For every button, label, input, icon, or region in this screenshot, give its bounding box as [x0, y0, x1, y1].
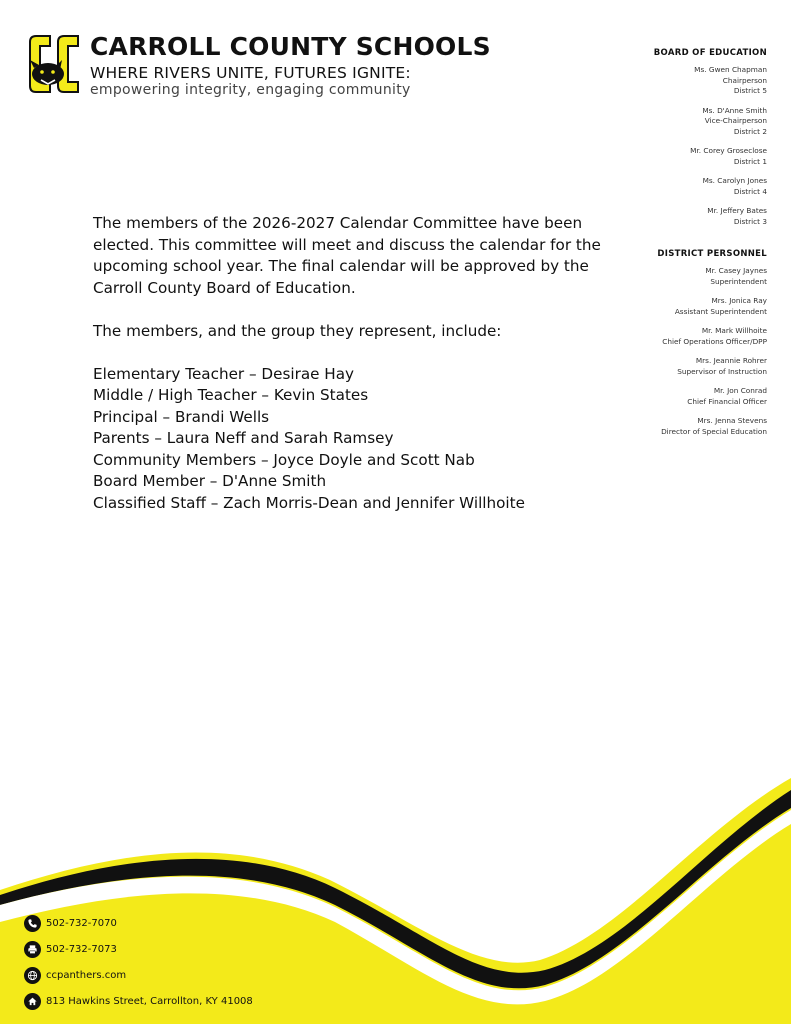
personnel-member — [617, 386, 767, 407]
member-role: Vice-Chairperson — [704, 116, 767, 125]
list-item: Middle / High Teacher – Kevin States — [93, 386, 369, 404]
board-member — [617, 106, 767, 138]
member-role: Assistant Superintendent — [674, 306, 767, 316]
street-address: 813 Hawkins Street, Carrollton, KY 41008 — [46, 995, 253, 1007]
website-row — [24, 962, 253, 988]
page-title: CARROLL COUNTY SCHOOLS — [90, 32, 491, 61]
cc-panther-logo-icon — [26, 30, 82, 98]
members-intro: The members, and the group they represent, include: — [93, 321, 502, 340]
phone-icon — [24, 915, 41, 932]
list-item: Classified Staff – Zach Morris-Dean and Jennifer Willhoite — [93, 493, 525, 512]
member-role: Chief Financial Officer — [687, 396, 767, 406]
member-name: Mr. Mark Willhoite — [701, 326, 767, 335]
personnel-member — [617, 296, 767, 317]
member-district: District 2 — [733, 126, 767, 136]
board-member — [617, 65, 767, 97]
school-subtitle: empowering integrity, engaging community — [90, 82, 411, 98]
member-district: District 4 — [733, 186, 767, 196]
fax-icon — [24, 941, 41, 958]
board-heading: BOARD OF EDUCATION — [653, 48, 767, 58]
member-role: Supervisor of Instruction — [677, 366, 767, 376]
address-row — [24, 988, 253, 1014]
school-motto: WHERE RIVERS UNITE, FUTURES IGNITE: — [90, 64, 411, 82]
sidebar-directory — [617, 48, 767, 446]
fax-row — [24, 936, 253, 962]
board-member — [617, 176, 767, 197]
member-role: Chief Operations Officer/DPP — [662, 336, 767, 346]
globe-icon — [24, 967, 41, 984]
member-district: District 3 — [733, 216, 767, 226]
list-item: Principal – Brandi Wells — [93, 407, 270, 426]
personnel-member — [617, 326, 767, 347]
member-name: Ms. D'Anne Smith — [702, 105, 767, 115]
list-item: Board Member – D'Anne Smith — [93, 472, 327, 490]
member-name: Mr. Casey Jaynes — [705, 266, 767, 275]
fax-number: 502-732-7073 — [46, 943, 117, 955]
website-link[interactable]: ccpanthers.com — [46, 969, 127, 981]
contact-block — [24, 910, 253, 1014]
member-name: Mrs. Jeannie Rohrer — [695, 356, 767, 365]
intro-paragraph: The members of the 2026-2027 Calendar Committee have been elected. This committee will meet and discuss the calendar for the upcoming school year. The final calendar will be approved by the Carroll County Board of Education. — [93, 214, 601, 297]
phone-number: 502-732-7070 — [46, 917, 117, 929]
member-name: Mr. Jeffery Bates — [707, 206, 767, 215]
member-name: Ms. Carolyn Jones — [702, 176, 767, 185]
phone-row — [24, 910, 253, 936]
home-icon — [24, 993, 41, 1010]
personnel-member — [617, 416, 767, 437]
personnel-member — [617, 266, 767, 287]
member-district: District 5 — [733, 86, 767, 95]
member-role: Superintendent — [710, 276, 767, 286]
member-name: Mr. Corey Groseclose — [690, 146, 767, 155]
member-role: Chairperson — [722, 75, 767, 85]
letter-body — [93, 213, 623, 514]
board-member — [617, 146, 767, 167]
member-district: District 1 — [733, 156, 767, 166]
member-role: Director of Special Education — [661, 426, 767, 436]
member-name: Mrs. Jenna Stevens — [697, 416, 767, 425]
member-name: Mrs. Jonica Ray — [711, 296, 767, 305]
board-member — [617, 206, 767, 227]
list-item: Community Members – Joyce Doyle and Scott Nab — [93, 450, 475, 469]
personnel-heading: DISTRICT PERSONNEL — [657, 249, 767, 259]
member-name: Ms. Gwen Chapman — [694, 65, 767, 74]
list-item: Parents – Laura Neff and Sarah Ramsey — [93, 429, 394, 447]
personnel-member — [617, 356, 767, 377]
member-name: Mr. Jon Conrad — [713, 386, 767, 395]
list-item: Elementary Teacher – Desirae Hay — [93, 364, 355, 383]
committee-roster — [93, 364, 623, 515]
